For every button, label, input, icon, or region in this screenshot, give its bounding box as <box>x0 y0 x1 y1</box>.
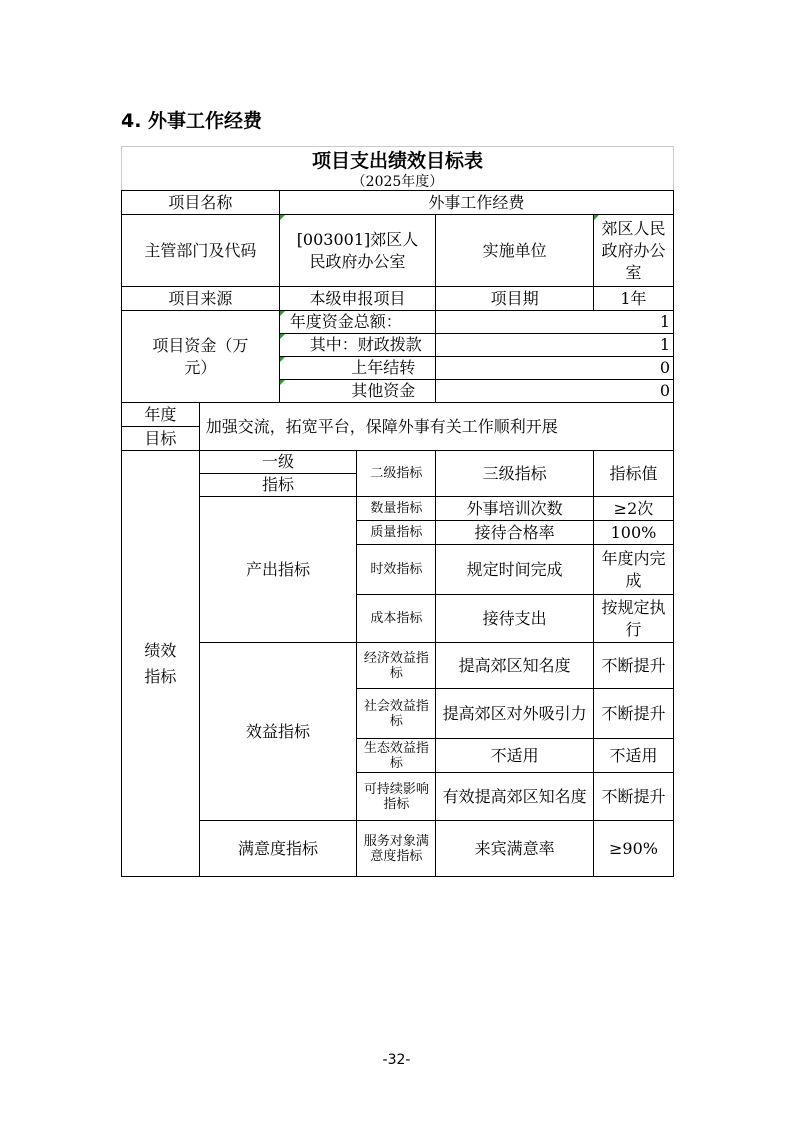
impl-value: 郊区人民政府办公室 <box>593 215 673 287</box>
hdr-level3: 三级指标 <box>436 451 594 497</box>
row-value: 按规定执行 <box>593 595 673 643</box>
annual-goal-label-2: 目标 <box>122 427 200 451</box>
benefit-label: 效益指标 <box>199 643 357 821</box>
row-l2: 可持续影响指标 <box>357 773 436 821</box>
row-l2: 服务对象满意度指标 <box>357 821 436 877</box>
project-name-value: 外事工作经费 <box>279 191 673 215</box>
row-l2: 时效指标 <box>357 545 436 595</box>
dept-label: 主管部门及代码 <box>122 215 280 287</box>
hdr-level1-a: 一级 <box>199 451 357 474</box>
row-value: ≥90% <box>593 821 673 877</box>
row-l3: 提高郊区对外吸引力 <box>436 689 594 739</box>
row-value: 不适用 <box>593 739 673 773</box>
funds-fiscal-value: 1 <box>436 334 674 357</box>
row-l2: 社会效益指标 <box>357 689 436 739</box>
row-l3: 来宾满意率 <box>436 821 594 877</box>
impl-label: 实施单位 <box>436 215 594 287</box>
row-l2: 数量指标 <box>357 497 436 521</box>
row-l3: 接待合格率 <box>436 521 594 545</box>
row-value: 不断提升 <box>593 689 673 739</box>
row-l3: 不适用 <box>436 739 594 773</box>
row-l2: 成本指标 <box>357 595 436 643</box>
satisfaction-label: 满意度指标 <box>199 821 357 877</box>
hdr-level1-b: 指标 <box>199 474 357 497</box>
row-l3: 规定时间完成 <box>436 545 594 595</box>
source-value: 本级申报项目 <box>279 287 436 311</box>
period-label: 项目期 <box>436 287 594 311</box>
row-value: 不断提升 <box>593 773 673 821</box>
performance-target-table <box>121 190 674 877</box>
funds-label: 项目资金（万元） <box>122 311 280 403</box>
output-label: 产出指标 <box>199 497 357 643</box>
dept-value: [003001]郊区人民政府办公室 <box>279 215 436 287</box>
row-l3: 接待支出 <box>436 595 594 643</box>
row-value: 不断提升 <box>593 643 673 689</box>
row-l2: 质量指标 <box>357 521 436 545</box>
row-l3: 提高郊区知名度 <box>436 643 594 689</box>
funds-other-label: 其他资金 <box>279 380 436 403</box>
section-heading: 4. 外事工作经费 <box>121 110 263 132</box>
row-l3: 有效提高郊区知名度 <box>436 773 594 821</box>
funds-other-value: 0 <box>436 380 674 403</box>
row-l2: 经济效益指标 <box>357 643 436 689</box>
table-year: （2025年度） <box>121 174 674 190</box>
funds-total-value: 1 <box>436 311 674 334</box>
annual-goal-label-1: 年度 <box>122 403 200 427</box>
row-l2: 生态效益指标 <box>357 739 436 773</box>
row-l3: 外事培训次数 <box>436 497 594 521</box>
row-value: ≥2次 <box>593 497 673 521</box>
annual-goal-value: 加强交流，拓宽平台，保障外事有关工作顺利开展 <box>199 403 673 451</box>
table-title: 项目支出绩效目标表 <box>121 146 674 175</box>
hdr-value: 指标值 <box>593 451 673 497</box>
funds-total-label: 年度资金总额： <box>279 311 436 334</box>
perf-label: 绩效指标 <box>122 451 200 877</box>
funds-carryover-label: 上年结转 <box>279 357 436 380</box>
funds-carryover-value: 0 <box>436 357 674 380</box>
source-label: 项目来源 <box>122 287 280 311</box>
hdr-level2: 二级指标 <box>357 451 436 497</box>
funds-fiscal-label: 其中：财政拨款 <box>279 334 436 357</box>
page-number: -32- <box>382 1052 411 1068</box>
project-name-label: 项目名称 <box>122 191 280 215</box>
period-value: 1年 <box>593 287 673 311</box>
row-value: 100% <box>593 521 673 545</box>
row-value: 年度内完成 <box>593 545 673 595</box>
